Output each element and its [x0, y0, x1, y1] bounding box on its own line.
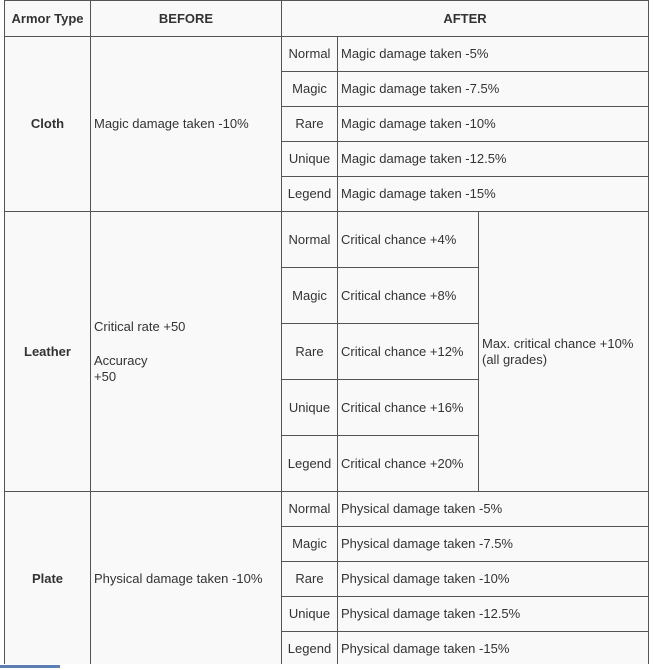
header-armor-type: Armor Type	[5, 1, 91, 37]
before-leather-line-1: Critical rate +50	[94, 318, 186, 334]
table-row	[5, 212, 649, 268]
armor-comparison-table	[4, 0, 649, 667]
grade-cell: Magic	[282, 527, 338, 562]
before-cloth: Magic damage taken -10%	[91, 37, 282, 212]
grade-cell: Magic	[282, 268, 338, 324]
header-after: AFTER	[282, 1, 649, 37]
after-cell: Critical chance +20%	[338, 436, 479, 492]
after-cell: Physical damage taken -10%	[338, 562, 649, 597]
header-row	[5, 1, 649, 37]
armor-type-plate: Plate	[5, 492, 91, 667]
grade-cell: Rare	[282, 324, 338, 380]
table-row	[5, 37, 649, 72]
after-cell: Magic damage taken -12.5%	[338, 142, 649, 177]
after-cell: Critical chance +8%	[338, 268, 479, 324]
grade-cell: Unique	[282, 597, 338, 632]
grade-cell: Rare	[282, 107, 338, 142]
after-cell: Physical damage taken -5%	[338, 492, 649, 527]
after-cell: Critical chance +12%	[338, 324, 479, 380]
after-cell: Magic damage taken -7.5%	[338, 72, 649, 107]
after-cell: Magic damage taken -5%	[338, 37, 649, 72]
grade-cell: Rare	[282, 562, 338, 597]
grade-cell: Unique	[282, 380, 338, 436]
bottom-scroll-strip	[0, 664, 654, 670]
grade-cell: Normal	[282, 212, 338, 268]
before-leather	[91, 212, 282, 492]
before-plate: Physical damage taken -10%	[91, 492, 282, 667]
grade-cell: Legend	[282, 632, 338, 667]
grade-cell: Unique	[282, 142, 338, 177]
leather-extra-bonus	[479, 212, 649, 492]
after-cell: Critical chance +16%	[338, 380, 479, 436]
after-cell: Physical damage taken -12.5%	[338, 597, 649, 632]
leather-extra-line-2: (all grades)	[482, 351, 548, 367]
after-cell: Critical chance +4%	[338, 212, 479, 268]
after-cell: Magic damage taken -10%	[338, 107, 649, 142]
bottom-strip-segment	[0, 665, 60, 668]
grade-cell: Legend	[282, 177, 338, 212]
table-row	[5, 492, 649, 527]
header-before: BEFORE	[91, 1, 282, 37]
after-cell: Physical damage taken -15%	[338, 632, 649, 667]
grade-cell: Normal	[282, 492, 338, 527]
leather-extra-line-1: Max. critical chance +10%	[482, 335, 634, 351]
before-leather-line-3: +50	[94, 368, 117, 384]
grade-cell: Legend	[282, 436, 338, 492]
armor-type-leather: Leather	[5, 212, 91, 492]
after-cell: Magic damage taken -15%	[338, 177, 649, 212]
grade-cell: Normal	[282, 37, 338, 72]
armor-type-cloth: Cloth	[5, 37, 91, 212]
grade-cell: Magic	[282, 72, 338, 107]
before-leather-line-2: Accuracy	[94, 352, 148, 368]
after-cell: Physical damage taken -7.5%	[338, 527, 649, 562]
